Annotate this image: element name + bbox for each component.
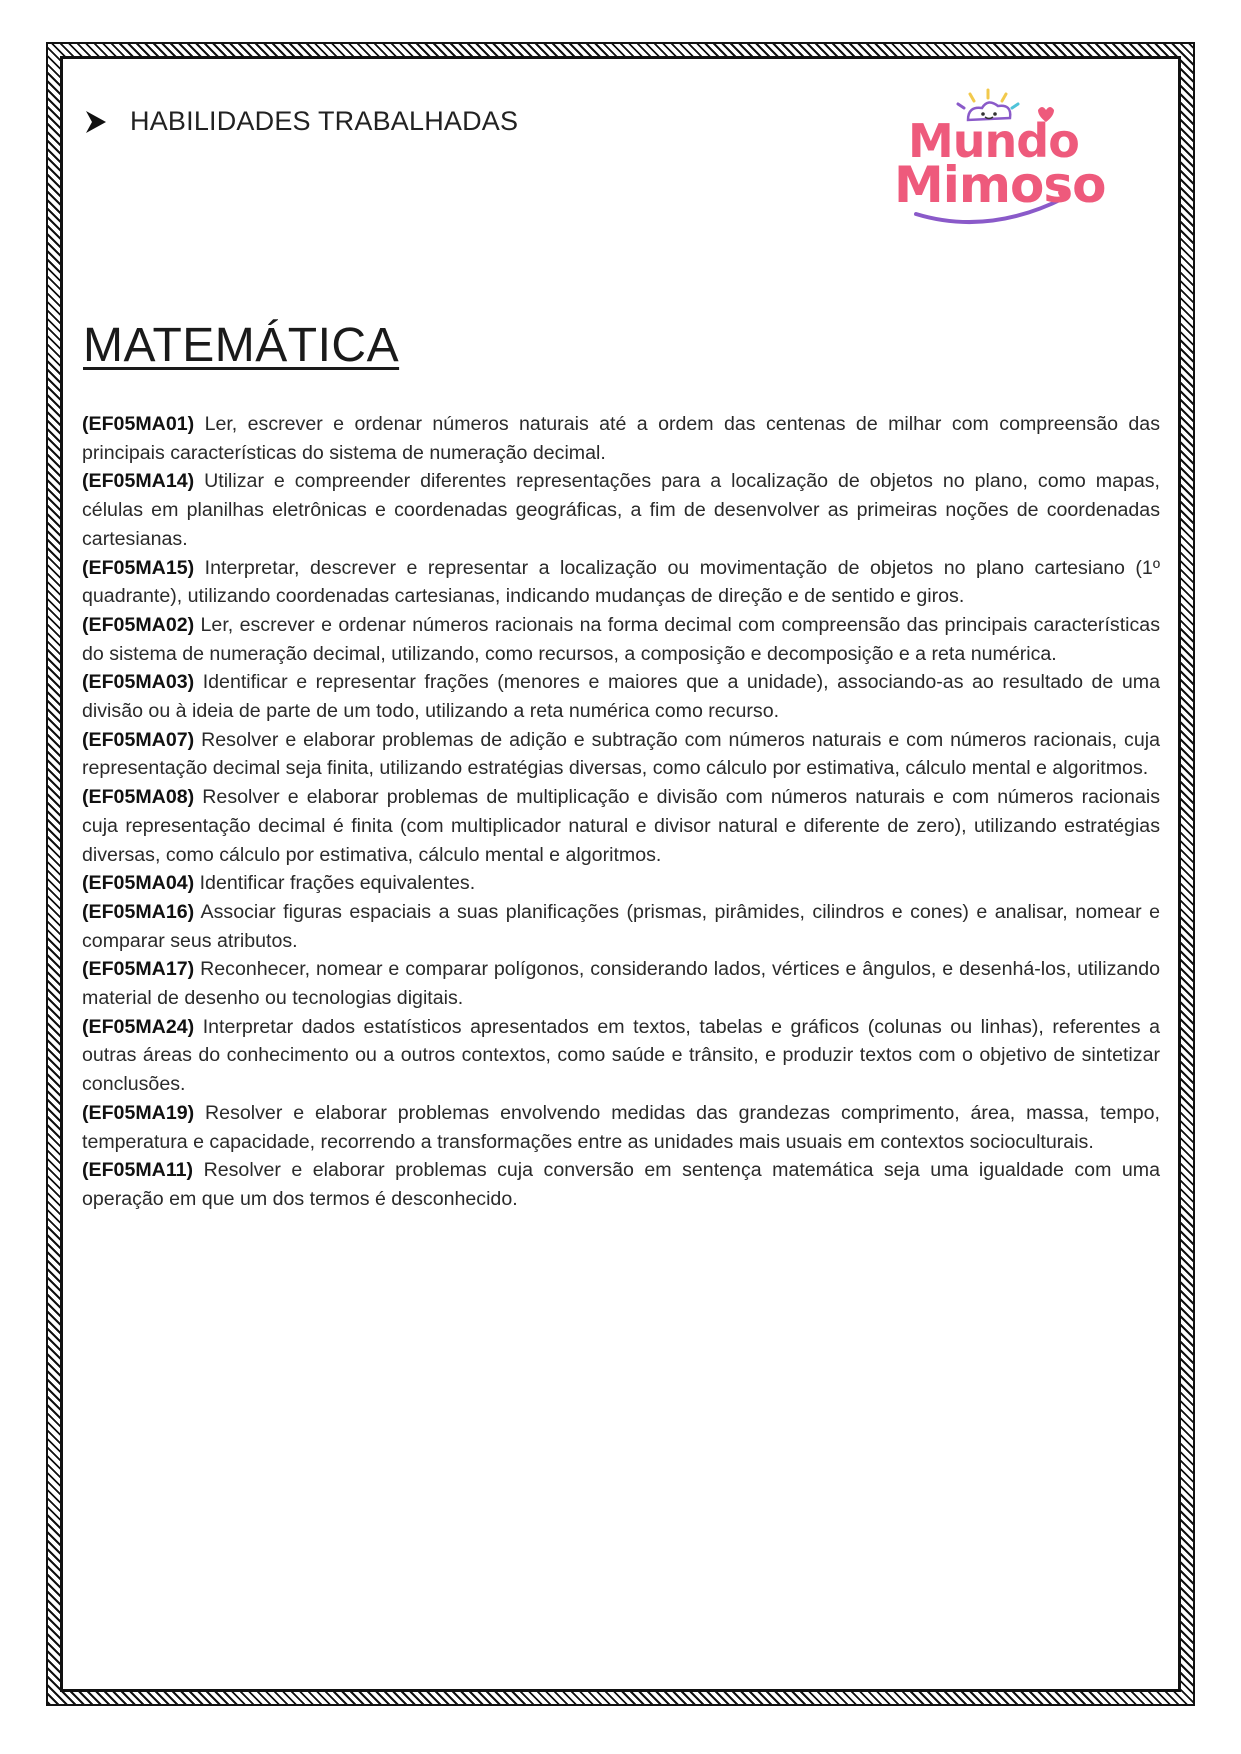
skill-code: (EF05MA04) [82,872,195,895]
skill-code: (EF05MA14) [82,470,195,493]
skill-code: (EF05MA17) [82,958,195,981]
skill-code: (EF05MA07) [82,728,195,751]
skill-item [82,410,1160,467]
skill-item [82,467,1160,553]
skill-code: (EF05MA02) [82,613,195,636]
skill-item [82,955,1160,1012]
skills-list [82,410,1160,1214]
section-header [86,106,518,137]
skill-text: Identificar frações equivalentes. [199,872,476,895]
skill-code: (EF05MA16) [82,900,195,923]
skill-code: (EF05MA19) [82,1101,195,1124]
skill-text: Ler, escrever e ordenar números racionais na forma decimal com compreensão das principais características do sistema de numeração decimal, utilizando, como recursos, a composição e decomposição e a reta numérica. [82,613,1160,665]
skill-item [82,668,1160,725]
skill-item [82,611,1160,668]
skill-code: (EF05MA01) [82,413,195,435]
skill-item [82,783,1160,869]
skill-item [82,898,1160,955]
skill-item [82,726,1160,783]
brand-logo [888,86,1106,226]
skill-code: (EF05MA03) [82,671,195,694]
skill-code: (EF05MA08) [82,786,195,809]
arrow-bullet-icon [86,111,106,133]
skill-item [82,1099,1160,1156]
skill-item [82,1013,1160,1099]
skill-item [82,869,1160,898]
logo-line-1: Mundo [908,114,1079,168]
section-header-title: HABILIDADES TRABALHADAS [130,106,519,136]
skill-text: Associar figuras espaciais a suas planificações (prismas, pirâmides, cilindros e cones) e analisar, nomear e comparar seus atributos. [82,900,1160,952]
logo-line-2: Mimoso [894,156,1106,214]
skill-code: (EF05MA11) [82,1159,194,1182]
skill-text: Resolver e elaborar problemas envolvendo medidas das grandezas comprimento, área, massa, tempo, temperatura e capacidade, recorrendo a transformações entre as unidades mais usuais em contextos socioculturais. [82,1101,1160,1153]
skill-item [82,554,1160,611]
skill-text: Resolver e elaborar problemas de adição e subtração com números naturais e com números racionais, cuja representação decimal seja finita, utilizando estratégias diversas, como cálculo por estimativa, cálculo mental e algoritmos. [82,728,1160,780]
skill-text: Resolver e elaborar problemas de multiplicação e divisão com números naturais e com números racionais cuja representação decimal é finita (com multiplicador natural e divisor natural e diferente de zero), utilizando estratégias diversas, como cálculo por estimativa, cálculo mental e algoritmos. [82,786,1160,866]
skill-text: Interpretar, descrever e representar a localização ou movimentação de objetos no plano cartesiano (1º quadrante), utilizando coordenadas cartesianas, indicando mudanças de direção e de sentido e giros. [82,556,1160,608]
skill-text: Ler, escrever e ordenar números naturais até a ordem das centenas de milhar com compreensão das principais características do sistema de numeração decimal. [82,413,1160,464]
subject-title: MATEMÁTICA [83,319,400,372]
skill-text: Reconhecer, nomear e comparar polígonos, considerando lados, vértices e ângulos, e desenhá-los, utilizando material de desenho ou tecnologias digitais. [82,958,1160,1010]
skill-text: Interpretar dados estatísticos apresentados em textos, tabelas e gráficos (colunas ou linhas), referentes a outras áreas do conhecimento ou a outros contextos, como saúde e trânsito, e produzir textos com o objetivo de sintetizar conclusões. [82,1015,1160,1096]
skill-text: Utilizar e compreender diferentes representações para a localização de objetos no plano, como mapas, células em planilhas eletrônicas e coordenadas geográficas, a fim de desenvolver as primeiras noções de coordenadas cartesianas. [82,470,1161,550]
skill-item [82,1156,1160,1213]
skill-text: Identificar e representar frações (menores e maiores que a unidade), associando-as ao resultado de uma divisão ou à ideia de parte de um todo, utilizando a reta numérica como recurso. [82,671,1160,723]
skill-code: (EF05MA24) [82,1015,195,1038]
skill-text: Resolver e elaborar problemas cuja conversão em sentença matemática seja uma igualdade com uma operação em que um dos termos é desconhecido. [82,1159,1160,1210]
skill-code: (EF05MA15) [82,556,195,579]
